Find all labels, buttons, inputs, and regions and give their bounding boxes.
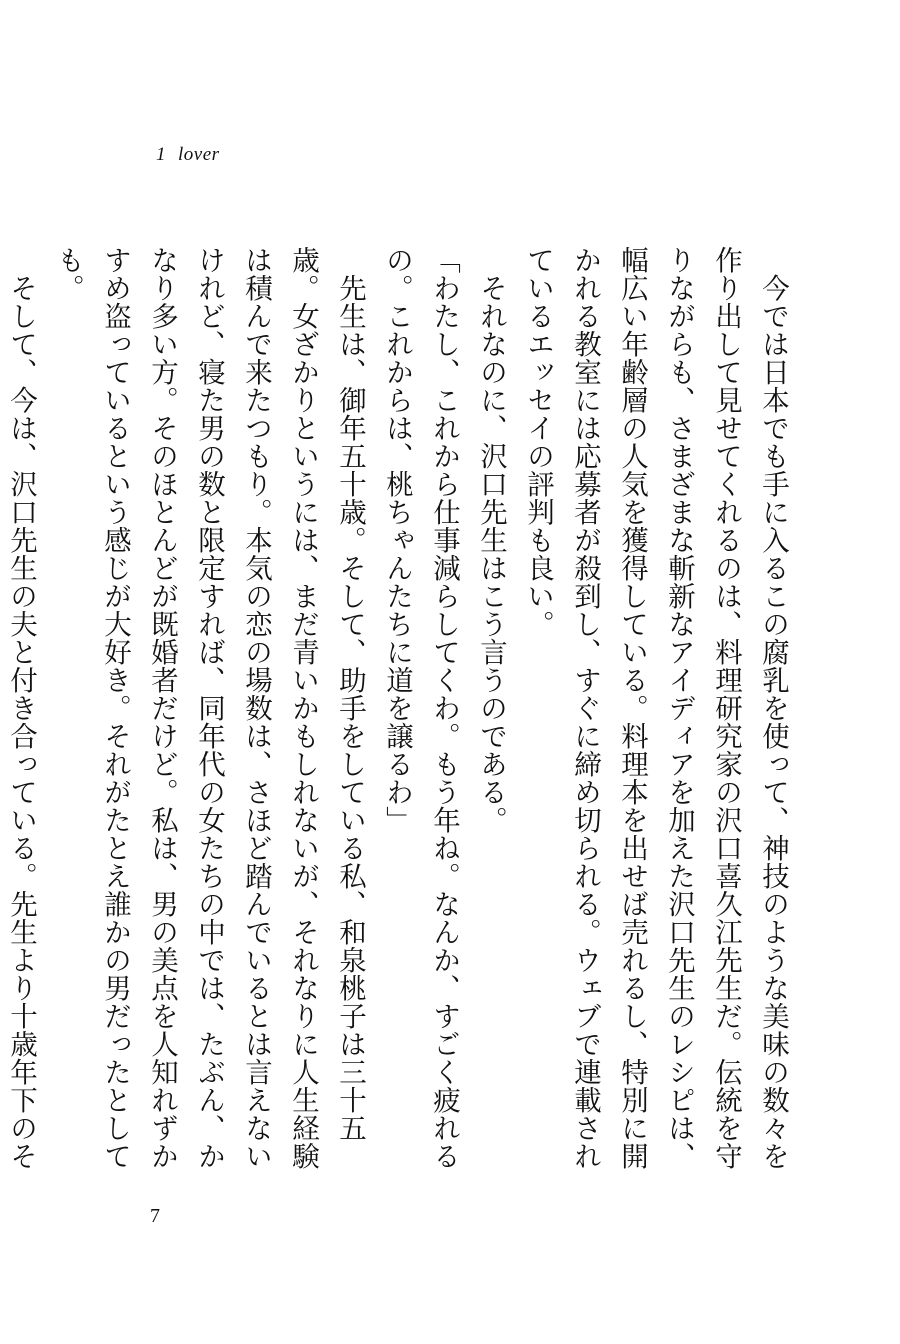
chapter-number: 1 (156, 144, 166, 165)
paragraph-4: そして、今は、沢口先生の夫と付き合っている。先生より十歳年下のそ (5, 273, 37, 1170)
page-number: 7 (150, 1205, 160, 1227)
paragraph-3: 先生は、御年五十歳。そして、助手をしている私、和泉桃子は三十五歳。女ざかりというには、まだ青いかもしれないが、それなりに人生経験は積んで来たつもり。本気の恋の場数は、さほど踏んでいるとは言えないけれど、寝た男の数と限定すれば、同年代の女たちの中では、たぶん、かなり多い方。そのほとんどが既婚者だけど。私は、男の美点を人知れずかすめ盗っているという感じが大好き。それがたとえ誰かの男だったとしても。 (52, 246, 366, 1170)
dialogue-1: 「わたし、これから仕事減らしてくわ。もう年ね。なんか、すごく疲れるの。これからは、桃ちゃんたちに道を譲るわ」 (381, 246, 460, 1170)
running-head (156, 144, 220, 166)
paragraph-2: それなのに、沢口先生はこう言うのである。 (475, 273, 507, 834)
chapter-title: lover (178, 144, 220, 165)
paragraph-1: 今では日本でも手に入るこの腐乳を使って、神技のような美味の数々を作り出して見せてくれるのは、料理研究家の沢口喜久江先生だ。伝統を守りながらも、さまざまな斬新なアイディアを加えた沢口先生のレシピは、幅広い年齢層の人気を獲得している。料理本を出せば売れるし、特別に開かれる教室には応募者が殺到し、すぐに締め切られる。ウェブで連載されているエッセイの評判も良い。 (522, 246, 789, 1170)
body-text (5, 246, 796, 1190)
